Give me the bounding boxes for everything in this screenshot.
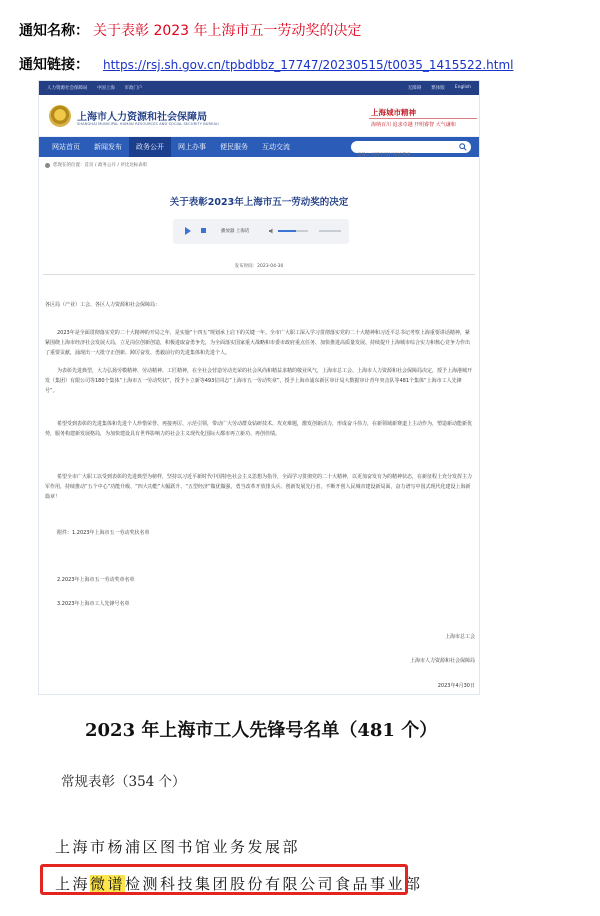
location-pin-icon [45,163,50,168]
notice-link-label: 通知链接： [19,57,89,73]
attachment-link[interactable]: 2.2023年上海市五一劳动奖章名单 [57,577,135,583]
topbar-link[interactable]: 中国上海 [96,86,115,91]
site-topbar [39,81,479,95]
webpage-screenshot [38,80,480,695]
city-spirit-title: 上海城市精神 [371,108,416,117]
search-box [351,141,471,153]
progress-bar[interactable] [319,230,341,232]
site-title[interactable]: 上海市人力资源和社会保障局 [77,112,207,123]
list-entry: 上海市杨浦区图书馆业务发展部 [55,838,301,856]
breadcrumb: 您现在的位置： 首页 / 政务公开 / 评比达标表彰 [39,157,479,173]
nav-news[interactable]: 新闻发布 [94,143,122,151]
traditional-chinese-link[interactable]: 繁体版 [431,86,445,91]
entry-text: 上海 [55,875,91,893]
article-paragraph: 2023年是全面贯彻落实党的二十大精神的开局之年，是实施“十四五”规划承上启下的关键一年。全市广大职工深入学习贯彻落实党的二十大精神和习近平总书记考察上海重要讲话精神，紧紧围绕上海市经济社会发展大局，立足岗位创新创造，积极进取奋勇争先，为全面落实国家重大战略和市委市政府重点任务、加快推进高质量发展、持续提升上海城市综合实力和核心竞争力作出了重要贡献，涌现出一大批守正创新、踔厉奋发、勇毅前行的先进集体和先进个人。 [45,330,471,356]
main-nav [39,137,479,157]
highlight-box [40,864,408,895]
site-header [39,95,479,137]
divider [369,118,477,119]
player-label: 播放器 上海话 [221,229,250,234]
article-paragraph: 为表彰先进典型，大力弘扬劳模精神、劳动精神、工匠精神，在全社会营造劳动光荣的社会风尚和精益求精的敬业风气，上海市总工会、上海市人力资源和社会保障局决定，授予上海港城开发（集团）有限公司等180个集体“上海市五一劳动奖状”，授予卜立新等493位同志“上海市五一劳动奖章”，授予上海市浦东新区审计局大数据审计青年突击队等481个集体“上海市工人先锋号”。 [45,368,473,394]
sign-date: 2023年4月30日 [437,683,475,689]
english-link[interactable]: English [454,85,471,90]
article-paragraph: 希望全市广大职工以受到表彰的先进典型为榜样，坚持以习近平新时代中国特色社会主义思想为指导，全面学习贯彻党的二十大精神，以更加奋发有为的精神状态，在新征程上充分发挥主力军作用，持续推动“五个中心”功能升级、“四大功能”大幅跃升、“五型经济”做优做强，勇当改革开放排头兵、创新发展先行者，不断开创人民城市建设新局面，奋力谱写中国式现代化建设上海新篇章！ [45,474,473,500]
article-title: 关于表彰2023年上海市五一劳动奖的决定 [169,197,349,208]
entry-text: 检测科技集团股份有限公司食品事业部 [125,875,423,893]
speaker-icon[interactable] [269,228,275,234]
signer: 上海市人力资源和社会保障局 [409,658,475,664]
breadcrumb-item[interactable]: 评比达标表彰 [120,163,148,168]
list-title: 2023 年上海市工人先锋号名单（481 个） [85,720,438,741]
search-icon[interactable] [459,143,467,151]
signer: 上海市总工会 [444,634,475,640]
highlighted-text: 微谱 [90,875,126,893]
volume-slider[interactable] [278,230,308,232]
notice-name-row [19,22,362,40]
audio-player [173,219,349,244]
nav-convenience[interactable]: 便民服务 [220,143,248,151]
publish-date: 发布时间：2023-04-30 [234,264,284,269]
accessibility-link[interactable]: 无障碍 [407,86,422,91]
notice-link-row [19,56,513,74]
divider [43,274,475,275]
section-title: 常规表彰（354 个） [61,774,186,790]
topbar-link[interactable]: 市政门户 [124,86,143,91]
play-icon[interactable] [185,227,191,235]
topbar-link[interactable]: 人力资源社会保障局 [47,86,88,91]
nav-gov-affairs[interactable]: 政务公开 [129,137,171,157]
emblem-icon [49,105,71,127]
city-spirit-banner [339,103,477,133]
breadcrumb-item[interactable]: 首页 [84,163,94,168]
notice-name-label: 通知名称： [19,23,89,39]
search-input[interactable] [351,150,451,162]
attachment-link[interactable]: 附件：1.2023年上海市五一劳动奖状名单 [57,530,150,536]
attachment-link[interactable]: 3.2023年上海市工人先锋号名单 [57,601,130,607]
stop-icon[interactable] [201,228,206,233]
nav-online-services[interactable]: 网上办事 [178,143,206,151]
notice-link-url[interactable]: https://rsj.sh.gov.cn/tpbdbbz_17747/20230515/t0035_1415522.html [103,58,514,72]
city-spirit-values: 海纳百川 追求卓越 开明睿智 大气谦和 [371,122,456,128]
article-paragraph: 希望受到表彰的先进集体和先进个人珍惜荣誉、再接再厉、示范引领，带动广大劳动群众钻研技术、攻克难题，激发创新活力，形成奋斗伟力，在新领域新赛道上主动作为，塑造新动能新优势，服务构建新发展格局，为加快建设具有世界影响力的社会主义现代化国际大都市再立新功、再创佳绩。 [45,421,473,437]
nav-interaction[interactable]: 互动交流 [262,143,290,151]
notice-title: 关于表彰 2023 年上海市五一劳动奖的决定 [93,23,362,39]
salutation: 各区局（产业）工会、各区人力资源和社会保障局： [45,302,161,308]
breadcrumb-prefix: 您现在的位置： [53,163,85,168]
site-subtitle: SHANGHAI MUNICIPAL HUMAN RESOURCES AND SOCIAL SECURITY BUREAU [77,122,219,126]
breadcrumb-item[interactable]: 政务公开 [97,163,116,168]
nav-home[interactable]: 网站首页 [52,143,80,151]
